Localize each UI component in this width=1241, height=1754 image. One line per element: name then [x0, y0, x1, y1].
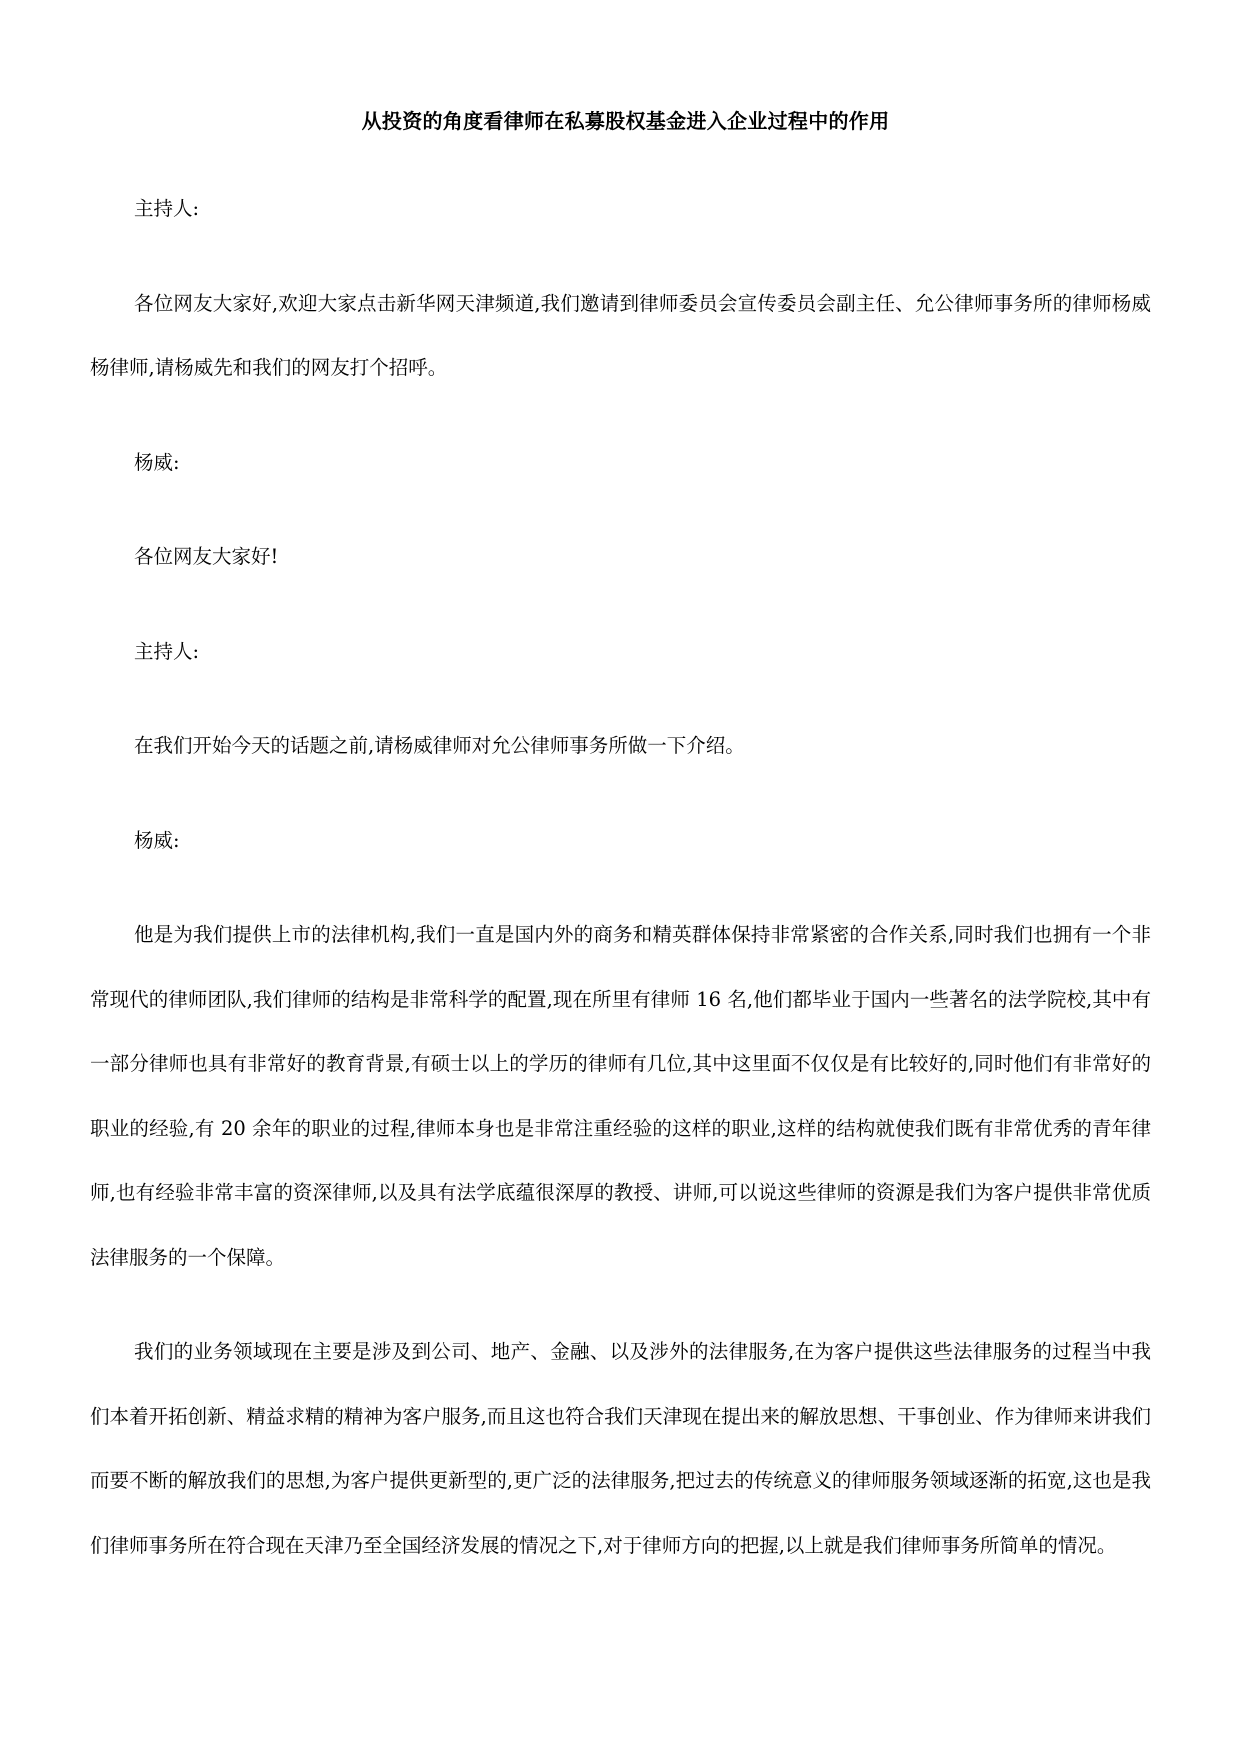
paragraph: 我们的业务领域现在主要是涉及到公司、地产、金融、以及涉外的法律服务,在为客户提供这些法律服务的过程当中我们本着开拓创新、精益求精的精神为客户服务,而且这也符合我们天津现在提出来的解放思想、干事创业、作为律师来讲我们而要不断的解放我们的思想,为客户提供更新型的,更广泛的法律服务,把过去的传统意义的律师服务领域逐渐的拓宽,这也是我们律师事务所在符合现在天津乃至全国经济发展的情况之下,对于律师方向的把握,以上就是我们律师事务所简单的情况。	[90, 1340, 1151, 1557]
paragraph-gap	[90, 401, 1151, 431]
speaker-label: 杨威:	[134, 828, 180, 852]
paragraph-gap	[90, 873, 1151, 903]
paragraph-gap	[90, 242, 1151, 272]
speaker-label: 主持人:	[134, 639, 200, 663]
document-title: 从投资的角度看律师在私募股权基金进入企业过程中的作用	[361, 109, 890, 133]
speaker-label: 主持人:	[134, 197, 200, 220]
paragraph-gap	[90, 779, 1151, 809]
paragraph: 各位网友大家好,欢迎大家点击新华网天津频道,我们邀请到律师委员会宣传委员会副主任、允公律师事务所的律师杨威杨律师,请杨威先和我们的网友打个招呼。	[90, 291, 1151, 379]
paragraph: 他是为我们提供上市的法律机构,我们一直是国内外的商务和精英群体保持非常紧密的合作关系,同时我们也拥有一个非常现代的律师团队,我们律师的结构是非常科学的配置,现在所里有律师 16 名,他们都毕业于国内一些著名的法学院校,其中有一部分律师也具有非常好的教育背景,有硕士以上的学历的律师有几位,其中这里面不仅仅是有比较好的,同时他们有非常好的职业的经验,有 20 余年的职业的过程,律师本身也是非常注重经验的这样的职业,这样的结构就使我们既有非常优秀的青年律师,也有经验非常丰富的资深律师,以及具有法学底蕴很深厚的教授、讲师,可以说这些律师的资源是我们为客户提供非常优质法律服务的一个保障。	[90, 923, 1151, 1269]
paragraph-gap	[90, 684, 1151, 714]
paragraph-gap	[90, 590, 1151, 620]
paragraph: 在我们开始今天的话题之前,请杨威律师对允公律师事务所做一下介绍。	[134, 734, 745, 757]
paragraph: 各位网友大家好!	[134, 545, 279, 568]
speaker-label: 杨威:	[134, 450, 180, 474]
paragraph-gap	[90, 495, 1151, 525]
paragraph-gap	[90, 1290, 1151, 1320]
